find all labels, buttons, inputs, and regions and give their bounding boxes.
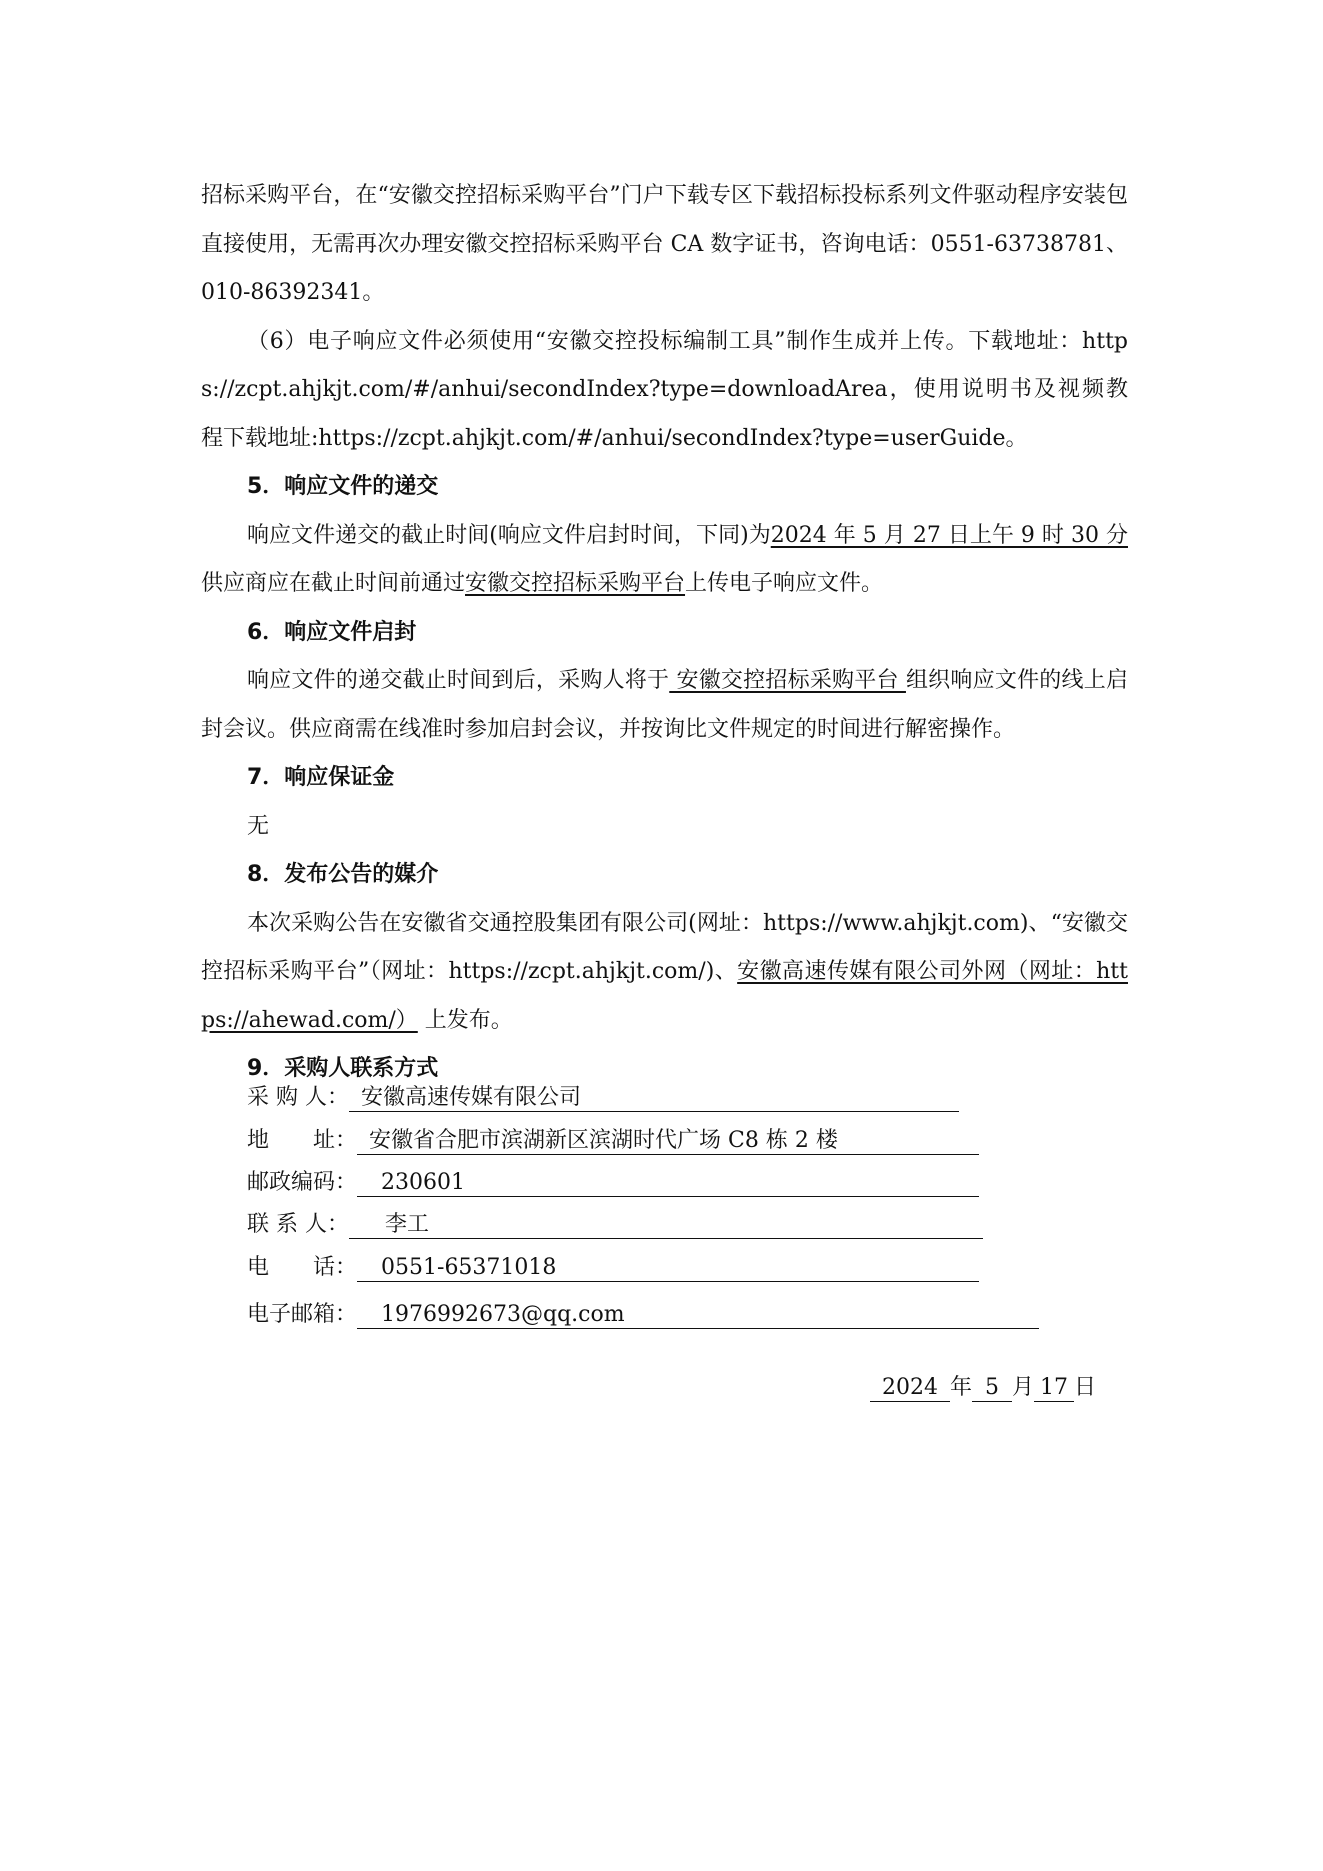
person-value: 李工: [349, 1212, 983, 1239]
address-label: 地 址：: [247, 1128, 358, 1153]
section-8-heading: 8．发布公告的媒介: [247, 862, 439, 887]
platform-name: 安徽交控招标采购平台: [669, 668, 906, 693]
section-5-text-3: 上传电子响应文件。: [685, 571, 884, 596]
section-8-paragraph: [201, 900, 1128, 1046]
phone-label: 电 话：: [247, 1255, 358, 1280]
buyer-value: 安徽高速传媒有限公司: [349, 1085, 959, 1112]
section-5-paragraph: [201, 512, 1128, 609]
person-label: 联 系 人：: [247, 1212, 349, 1237]
section-9-heading: 9．采购人联系方式: [247, 1056, 439, 1081]
section-7-paragraph: 无: [247, 813, 270, 839]
postcode-label: 邮政编码：: [247, 1170, 358, 1195]
email-value: 1976992673@qq.com: [357, 1302, 1039, 1329]
date-year-unit: 年: [950, 1375, 973, 1400]
item-6-paragraph: （6）电子响应文件必须使用“安徽交控投标编制工具”制作生成并上传。下载地址：https://zcpt.ahjkjt.com/#/anhui/secondIndex?type=downloadArea，使用说明书及视频教程下载地址:https://zcpt.ahjkjt.com/#/anhui/secondIndex?type=userGuide。: [201, 328, 1128, 451]
section-5-text-1: 响应文件递交的截止时间(响应文件启封时间，下同)为: [247, 522, 771, 548]
submission-deadline: 2024 年 5 月 27 日上午 9 时 30 分: [770, 522, 1128, 548]
section-8-text-2: 上发布。: [417, 1007, 513, 1033]
section-5-heading: 5．响应文件的递交: [247, 474, 439, 499]
contact-buyer-row: [247, 1083, 1047, 1113]
section-8-text-1: 本次采购公告在安徽省交通控股集团有限公司(网址：https://www.ahjkjt.com)、“安徽交控招标采购平台”（网址：https://zcpt.ahjkjt.com/)、: [201, 910, 1128, 984]
contact-postcode-row: [247, 1168, 1047, 1198]
section-6-text-2: 组织响应文件的线上启封会议。供应商需在线准时参加启封会议，并按询比文件规定的时间进行解密操作。: [201, 668, 1128, 742]
date-month: 5: [972, 1375, 1012, 1402]
date-year: 2024: [870, 1375, 950, 1402]
phone-value: 0551-65371018: [357, 1255, 979, 1282]
section-6-text-1: 响应文件的递交截止时间到后，采购人将于: [247, 668, 670, 693]
section-7-heading: 7．响应保证金: [247, 765, 395, 790]
date-month-unit: 月: [1012, 1375, 1035, 1400]
buyer-label: 采 购 人：: [247, 1085, 349, 1110]
postcode-value: 230601: [357, 1170, 979, 1197]
intro-paragraph: 招标采购平台，在“安徽交控招标采购平台”门户下载专区下载招标投标系列文件驱动程序安装包直接使用，无需再次办理安徽交控招标采购平台 CA 数字证书，咨询电话：0551-63738781、010-86392341。: [201, 183, 1128, 305]
media-website-link: 安徽高速传媒有限公司外网（网址：https://ahewad.com/）: [201, 959, 1128, 1033]
signature-date: [870, 1373, 1096, 1403]
section-6-heading: 6．响应文件启封: [247, 619, 417, 645]
date-day: 17: [1034, 1375, 1074, 1402]
document-body: [201, 172, 1128, 1094]
email-label: 电子邮箱：: [247, 1302, 358, 1327]
contact-email-row: [247, 1300, 1047, 1330]
date-day-unit: 日: [1074, 1375, 1097, 1400]
section-5-text-2: 供应商应在截止时间前通过: [201, 571, 466, 596]
address-value: 安徽省合肥市滨湖新区滨湖时代广场 C8 栋 2 楼: [357, 1128, 979, 1155]
contact-phone-row: [247, 1253, 1047, 1283]
contact-person-row: [247, 1210, 1047, 1240]
section-6-paragraph: [201, 657, 1128, 754]
platform-name: 安徽交控招标采购平台: [465, 571, 686, 596]
contact-address-row: [247, 1126, 1047, 1156]
